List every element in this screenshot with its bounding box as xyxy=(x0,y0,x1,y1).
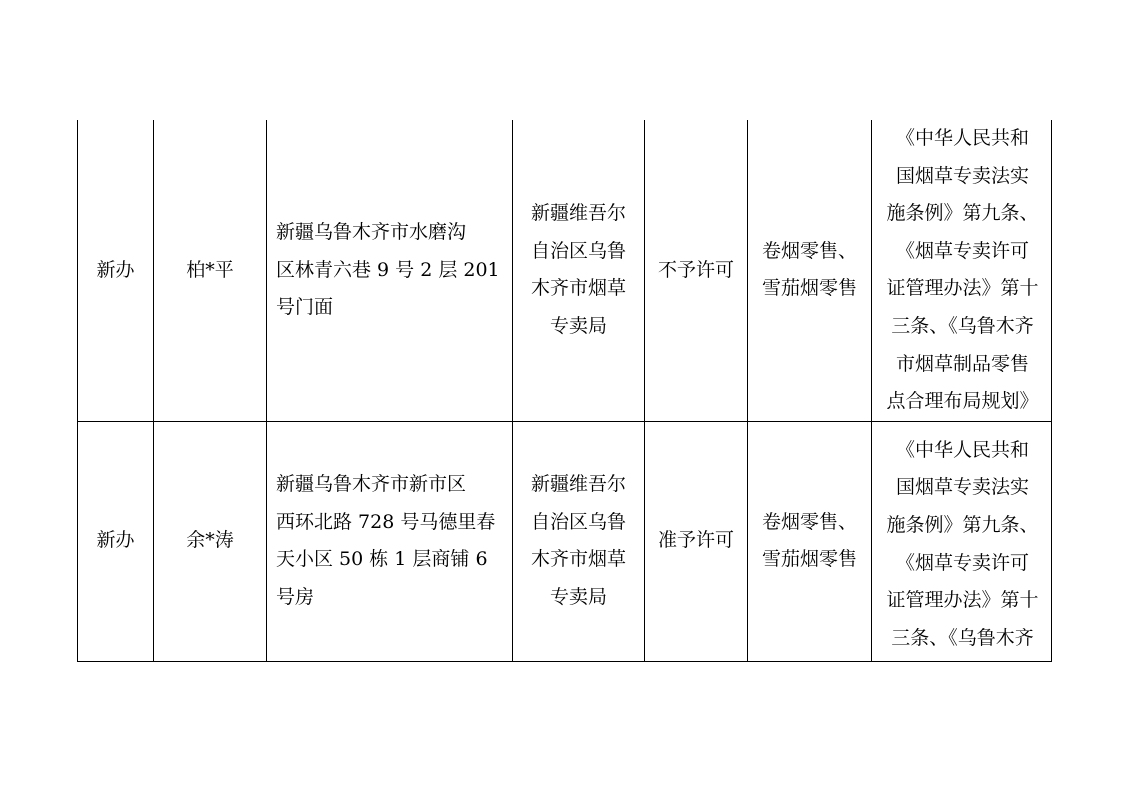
business-address-cell: 新疆乌鲁木齐市水磨沟 区林青六巷 9 号 2 层 201 号门面 xyxy=(267,120,513,421)
decision-cell: 准予许可 xyxy=(645,421,748,661)
table-row xyxy=(78,421,1052,661)
business-address-cell: 新疆乌鲁木齐市新市区 西环北路 728 号马德里春 天小区 50 栋 1 层商铺 6 号房 xyxy=(267,421,513,661)
licensing-authority-cell: 新疆维吾尔 自治区乌鲁 木齐市烟草 专卖局 xyxy=(513,120,645,421)
business-scope-cell: 卷烟零售、 雪茄烟零售 xyxy=(748,120,872,421)
business-scope-cell: 卷烟零售、 雪茄烟零售 xyxy=(748,421,872,661)
legal-basis-cell: 《中华人民共和 国烟草专卖法实 施条例》第九条、 《烟草专卖许可 证管理办法》第十 三条、《乌鲁木齐 xyxy=(872,421,1052,661)
decision-cell: 不予许可 xyxy=(645,120,748,421)
application-type-cell: 新办 xyxy=(78,120,154,421)
licensing-authority-cell: 新疆维吾尔 自治区乌鲁 木齐市烟草 专卖局 xyxy=(513,421,645,661)
license-table xyxy=(77,120,1052,662)
applicant-name-cell: 余*涛 xyxy=(154,421,267,661)
legal-basis-cell: 《中华人民共和 国烟草专卖法实 施条例》第九条、 《烟草专卖许可 证管理办法》第十 三条、《乌鲁木齐 市烟草制品零售 点合理布局规划》 xyxy=(872,120,1052,421)
table-row xyxy=(78,120,1052,421)
application-type-cell: 新办 xyxy=(78,421,154,661)
applicant-name-cell: 柏*平 xyxy=(154,120,267,421)
